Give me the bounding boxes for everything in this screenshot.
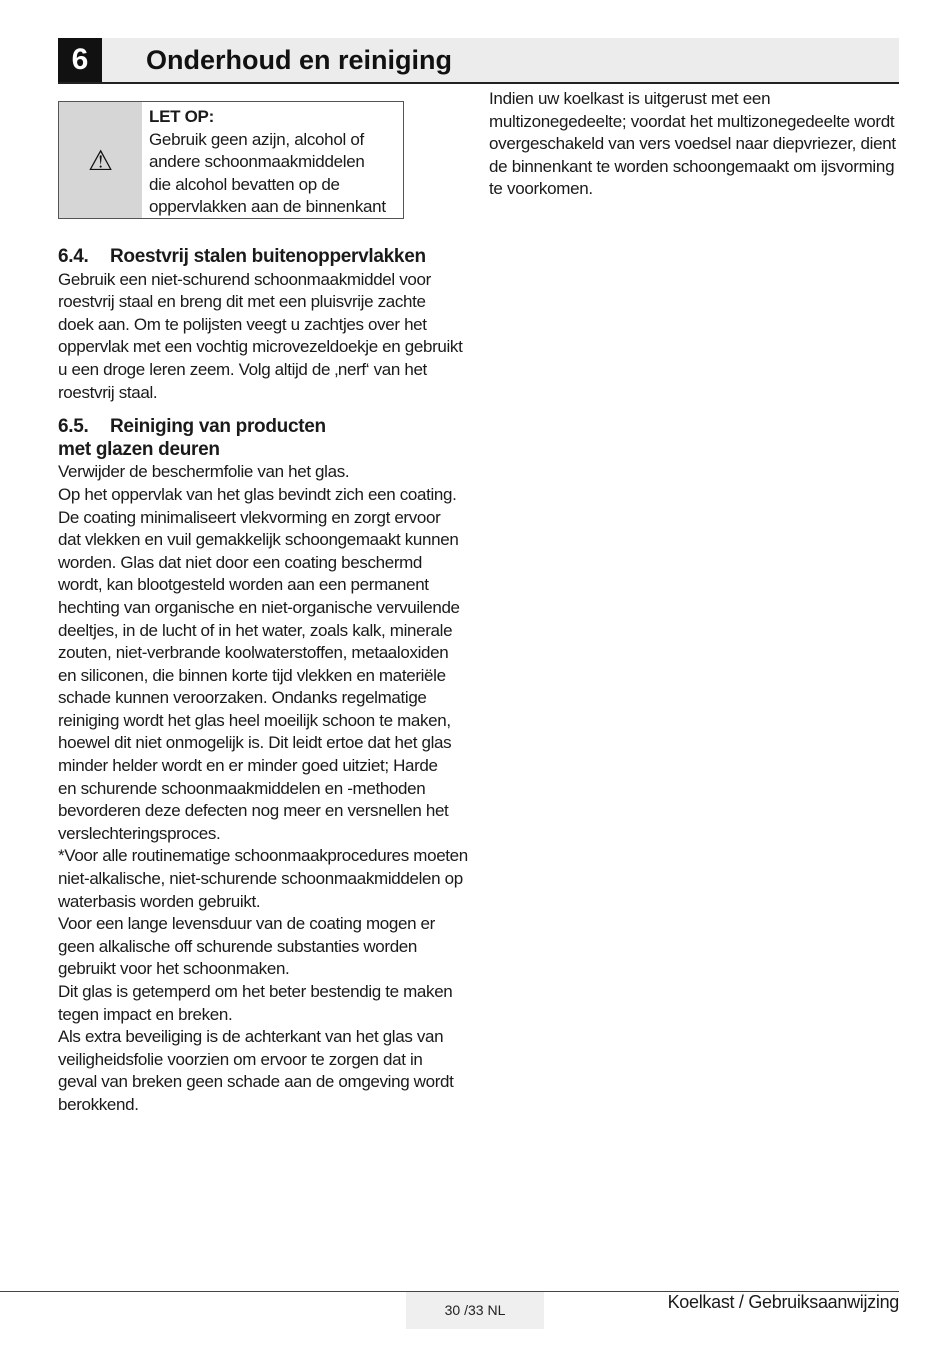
- text-line: Op het oppervlak van het glas bevindt zich een coating.: [58, 484, 457, 504]
- text-line: geen alkalische off schurende substanties worden: [58, 936, 418, 956]
- text-line: gebruikt voor het schoonmaken.: [58, 959, 290, 979]
- left-column: [58, 246, 470, 1117]
- section-title-line1: Reiniging van producten: [110, 416, 326, 438]
- section-title-line2: met glazen deuren: [58, 438, 220, 460]
- warning-triangle-icon: ⚠: [87, 144, 114, 176]
- text-line: hoewel dit niet onmogelijk is. Dit leidt ertoe dat het glas: [58, 733, 452, 753]
- text-line: Als extra beveiliging is de achterkant van het glas van: [58, 1027, 444, 1047]
- text-line: verslechteringsproces.: [58, 823, 221, 843]
- chapter-title: Onderhoud en reiniging: [146, 45, 452, 75]
- text-line: deeltjes, in de lucht of in het water, zoals kalk, minerale: [58, 620, 453, 640]
- notice-text: [149, 106, 399, 219]
- text-line: berokkend.: [58, 1094, 139, 1114]
- text-line: zouten, niet-verbrande koolwaterstoffen, metaaloxiden: [58, 643, 449, 663]
- notice-line: Gebruik geen azijn, alcohol of: [149, 129, 364, 149]
- text-line: waterbasis worden gebruikt.: [58, 891, 261, 911]
- section-6-4-body: [58, 269, 470, 405]
- text-line: te voorkomen.: [489, 179, 593, 199]
- text-line: Gebruik een niet-schurend schoonmaakmiddel voor: [58, 269, 431, 289]
- text-line: doek aan. Om te polijsten veegt u zachtjes over het: [58, 314, 427, 334]
- text-line: Indien uw koelkast is uitgerust met een: [489, 89, 771, 108]
- page-number: 30 /33 NL: [406, 1292, 544, 1329]
- text-line: geval van breken geen schade aan de omgeving wordt: [58, 1072, 454, 1092]
- text-line: roestvrij staal en breng dit met een pluisvrije zachte: [58, 292, 426, 312]
- text-line: bevorderen deze defecten nog meer en versnellen het: [58, 801, 449, 821]
- notice-line: oppervlakken aan de binnenkant: [149, 197, 386, 217]
- text-line: tegen impact en breken.: [58, 1004, 233, 1024]
- text-line: u een droge leren zeem. Volg altijd de ‚nerf‘ van het: [58, 359, 427, 379]
- text-line: veiligheidsfolie voorzien om ervoor te zorgen dat in: [58, 1049, 423, 1069]
- chapter-header: [58, 38, 899, 84]
- caution-notice: [58, 101, 404, 219]
- text-line: schade kunnen veroorzaken. Ondanks regelmatige: [58, 688, 427, 708]
- text-line: Dit glas is getemperd om het beter bestendig te maken: [58, 982, 453, 1001]
- right-paragraph: [489, 88, 899, 201]
- text-line: multizonegedeelte; voordat het multizonegedeelte wordt: [489, 111, 895, 131]
- right-column: [489, 88, 899, 201]
- text-line: oppervlak met een vochtig microvezeldoekje en gebruikt: [58, 337, 463, 357]
- text-line: minder helder wordt en er minder goed uitziet; Harde: [58, 756, 438, 776]
- text-line: reiniging wordt het glas heel moeilijk schoon te maken,: [58, 710, 451, 730]
- text-line: dat vlekken en vuil gemakkelijk schoongemaakt kunnen: [58, 530, 459, 550]
- text-line: en schurende schoonmaakmiddelen en -methoden: [58, 778, 426, 798]
- notice-line: die alcohol bevatten op de: [149, 174, 340, 194]
- text-line: overgeschakeld van vers voedsel naar diepvriezer, dient: [489, 134, 896, 154]
- document-title: Koelkast / Gebruiksaanwijzing: [667, 1292, 899, 1312]
- notice-icon-cell: [59, 102, 142, 218]
- chapter-number: 6: [58, 38, 102, 82]
- text-line: Verwijder de beschermfolie van het glas.: [58, 462, 350, 482]
- text-line: de binnenkant te worden schoongemaakt om ijsvorming: [489, 156, 895, 176]
- text-line: Voor een lange levensduur van de coating mogen er: [58, 914, 435, 934]
- section-number: 6.4.: [58, 246, 89, 267]
- notice-heading: LET OP:: [149, 107, 214, 126]
- section-title: Roestvrij stalen buitenoppervlakken: [110, 246, 426, 267]
- section-number: 6.5.: [58, 416, 89, 438]
- text-line: wordt, kan blootgesteld worden aan een permanent: [58, 575, 429, 595]
- section-6-5-heading: [58, 416, 470, 461]
- text-line: en siliconen, die binnen korte tijd vlekken en materiële: [58, 665, 446, 685]
- text-line: roestvrij staal.: [58, 382, 158, 402]
- text-line: *Voor alle routinematige schoonmaakprocedures moeten: [58, 846, 468, 866]
- notice-line: andere schoonmaakmiddelen: [149, 152, 365, 172]
- section-6-4-heading: [58, 246, 470, 269]
- text-line: niet-alkalische, niet-schurende schoonmaakmiddelen op: [58, 869, 463, 889]
- text-line: worden. Glas dat niet door een coating beschermd: [58, 552, 423, 572]
- text-line: De coating minimaliseert vlekvorming en zorgt ervoor: [58, 507, 441, 527]
- text-line: hechting van organische en niet-organische vervuilende: [58, 597, 460, 617]
- section-6-5-body: [58, 461, 470, 1116]
